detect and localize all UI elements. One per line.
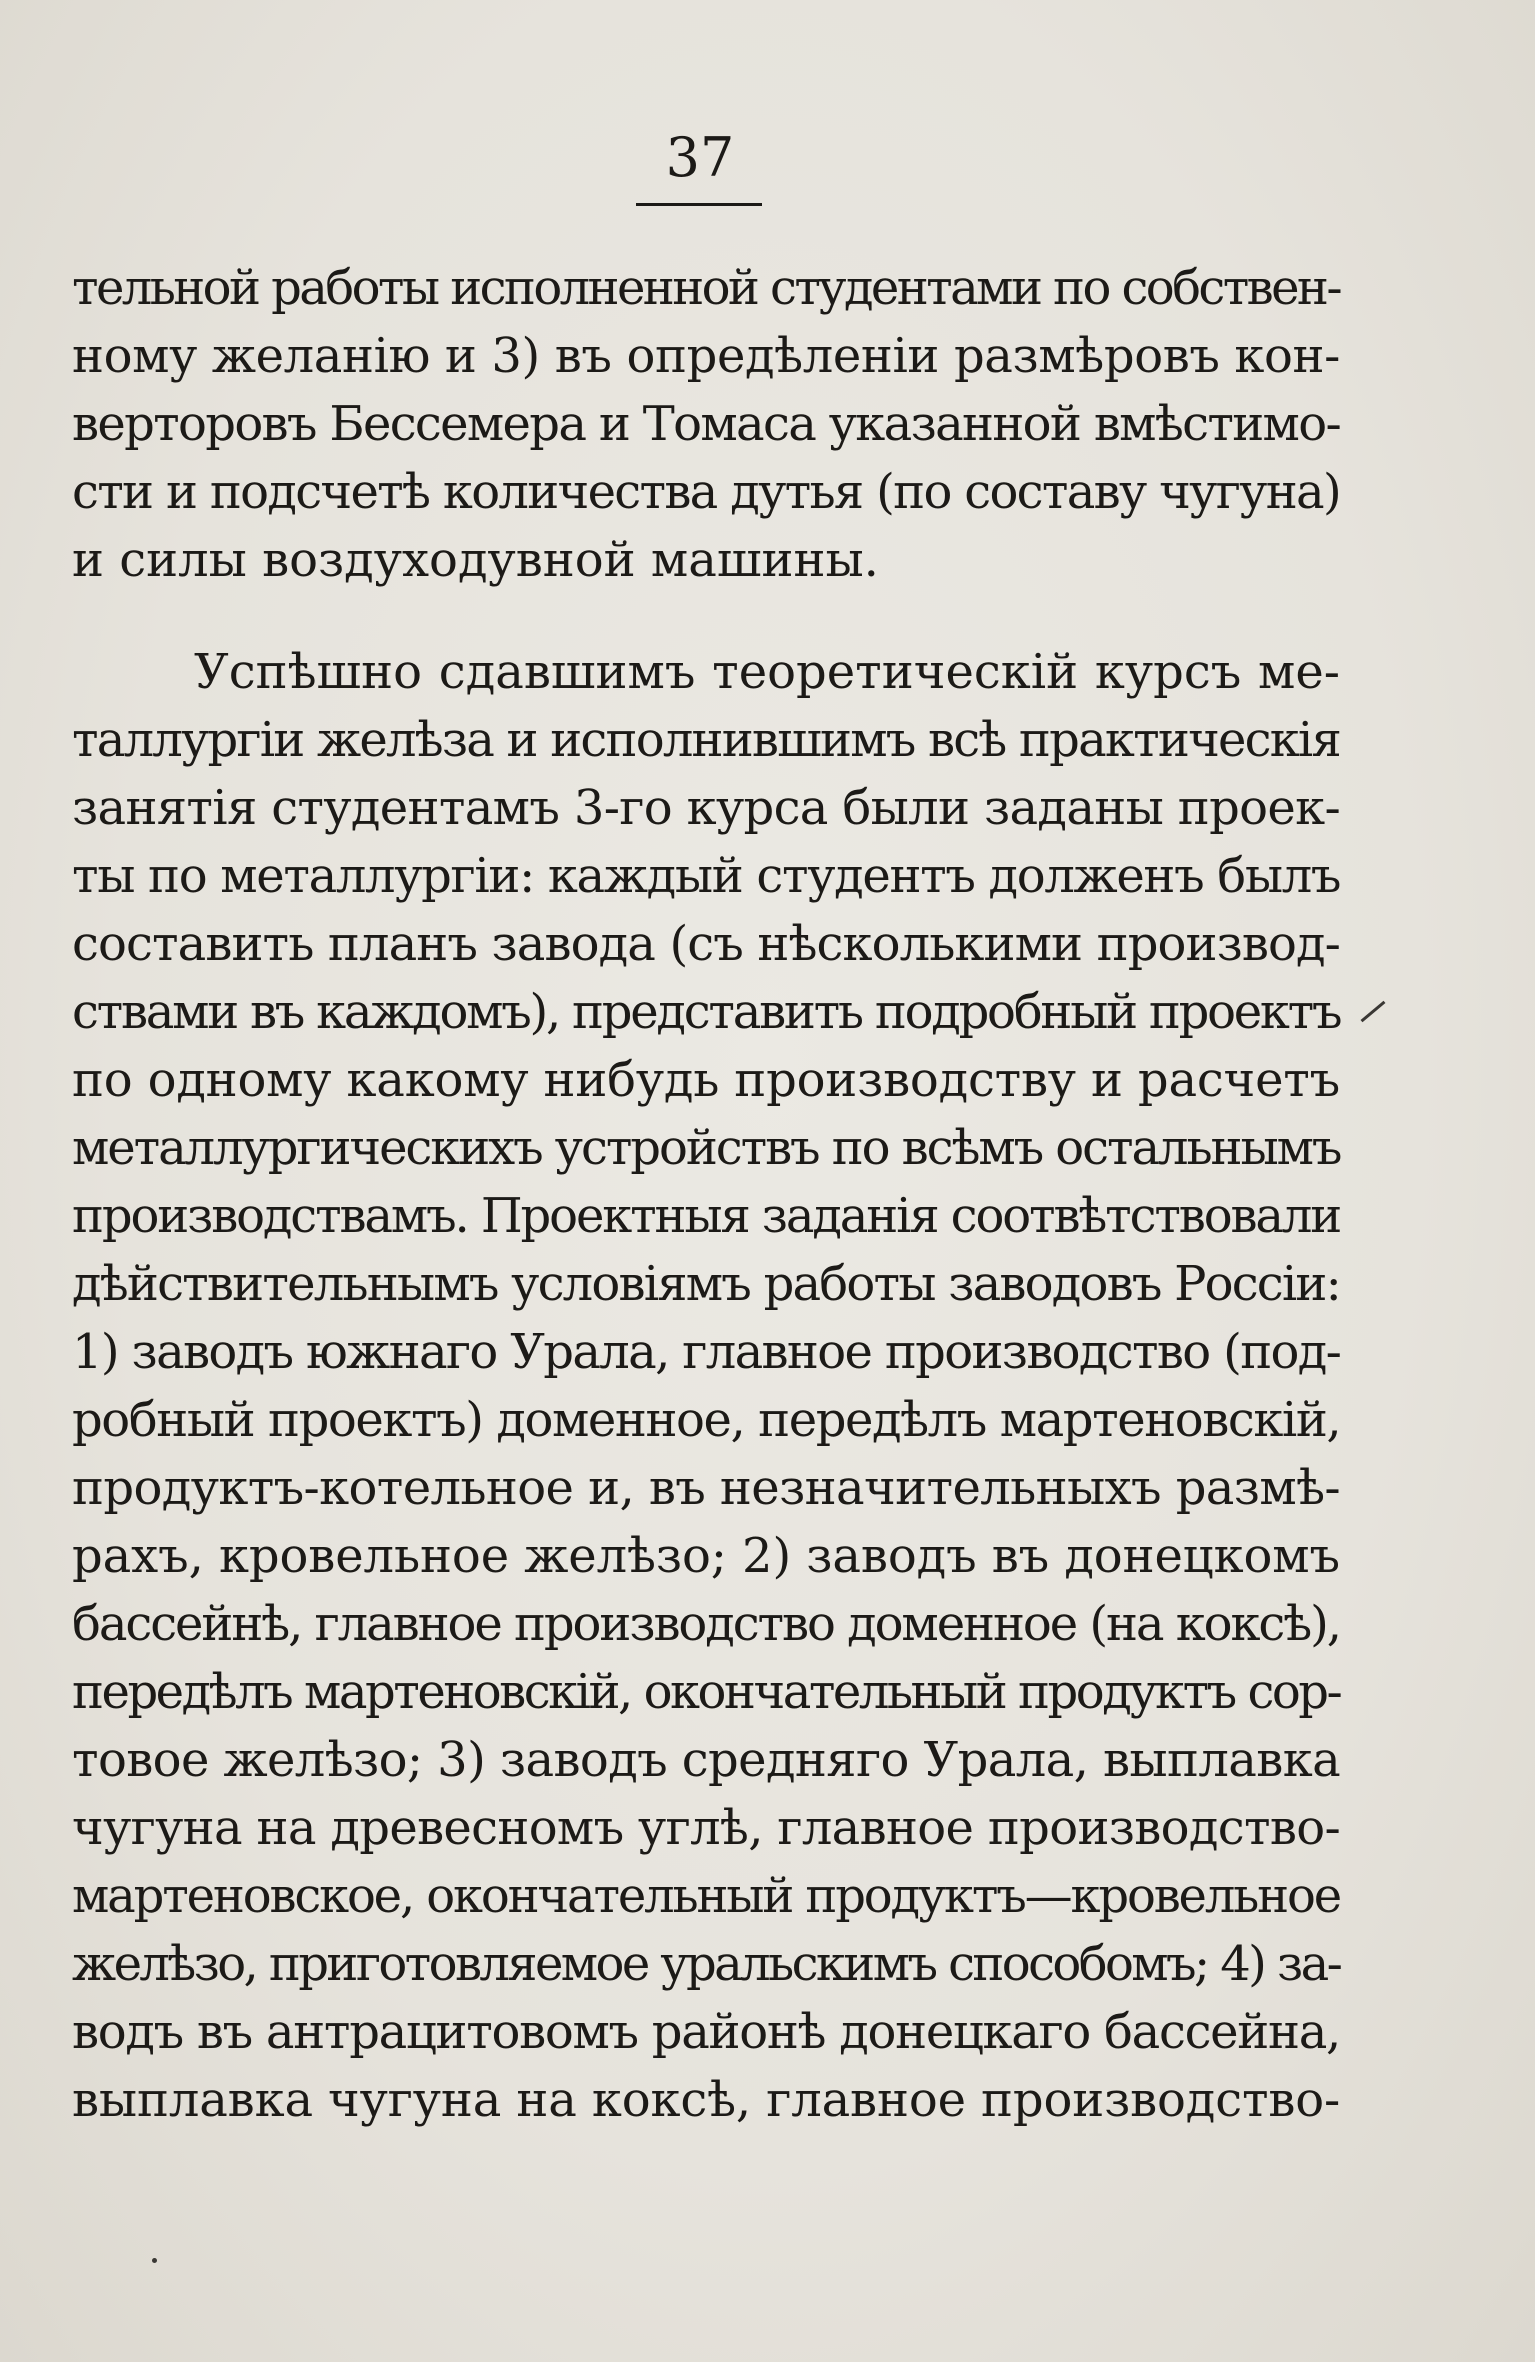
text-line: металлургическихъ устройствъ по всѣмъ остальнымъ [72, 1120, 1341, 1176]
text-line: товое желѣзо; 3) заводъ средняго Урала, выплавка [72, 1732, 1341, 1788]
text-line: и силы воздуходувной машины. [72, 532, 879, 588]
text-line: производствамъ. Проектныя заданія соотвѣтствовали [72, 1188, 1341, 1244]
text-line: тельной работы исполненной студентами по собствен- [72, 260, 1340, 316]
text-line: Успѣшно сдавшимъ теоретическій курсъ ме- [194, 644, 1340, 700]
text-line: ствами въ каждомъ), представить подробный проектъ [72, 984, 1341, 1040]
text-line: составить планъ завода (съ нѣсколькими производ- [72, 916, 1340, 972]
text-line: ты по металлургіи: каждый студентъ долженъ былъ [72, 848, 1341, 904]
text-line: дѣйствительнымъ условіямъ работы заводовъ Россіи: [72, 1256, 1340, 1312]
text-line: робный проектъ) доменное, передѣлъ мартеновскій, [72, 1392, 1341, 1448]
text-line: сти и подсчетѣ количества дутья (по составу чугуна) [72, 464, 1340, 520]
text-line: занятія студентамъ 3-го курса были заданы проек- [72, 780, 1340, 836]
text-line: передѣлъ мартеновскій, окончательный продуктъ сор- [72, 1664, 1341, 1720]
text-line: ному желанію и 3) въ опредѣленіи размѣровъ кон- [72, 328, 1340, 384]
text-line: 1) заводъ южнаго Урала, главное производство (под- [72, 1324, 1341, 1380]
text-line: чугуна на древесномъ углѣ, главное производство- [72, 1800, 1340, 1856]
text-line: продуктъ-котельное и, въ незначительныхъ размѣ- [72, 1460, 1340, 1516]
page-number-rule [636, 203, 762, 206]
text-line: водъ въ антрацитовомъ районѣ донецкаго бассейна, [72, 2004, 1340, 2060]
ink-speck [152, 2258, 157, 2263]
text-line: по одному какому нибудь производству и расчетъ [72, 1052, 1340, 1108]
text-line: выплавка чугуна на коксѣ, главное производство- [72, 2072, 1341, 2128]
text-line: желѣзо, приготовляемое уральскимъ способомъ; 4) за- [72, 1936, 1341, 1992]
text-line: верторовъ Бессемера и Томаса указанной вмѣстимо- [72, 396, 1340, 452]
pencil-mark [1361, 1001, 1386, 1023]
page-number: 37 [665, 126, 735, 189]
text-line: таллургіи желѣза и исполнившимъ всѣ практическія [72, 712, 1340, 768]
text-line: бассейнѣ, главное производство доменное (на коксѣ), [72, 1596, 1340, 1652]
text-line: мартеновское, окончательный продуктъ—кровельное [72, 1868, 1340, 1924]
text-line: рахъ, кровельное желѣзо; 2) заводъ въ донецкомъ [72, 1528, 1340, 1584]
